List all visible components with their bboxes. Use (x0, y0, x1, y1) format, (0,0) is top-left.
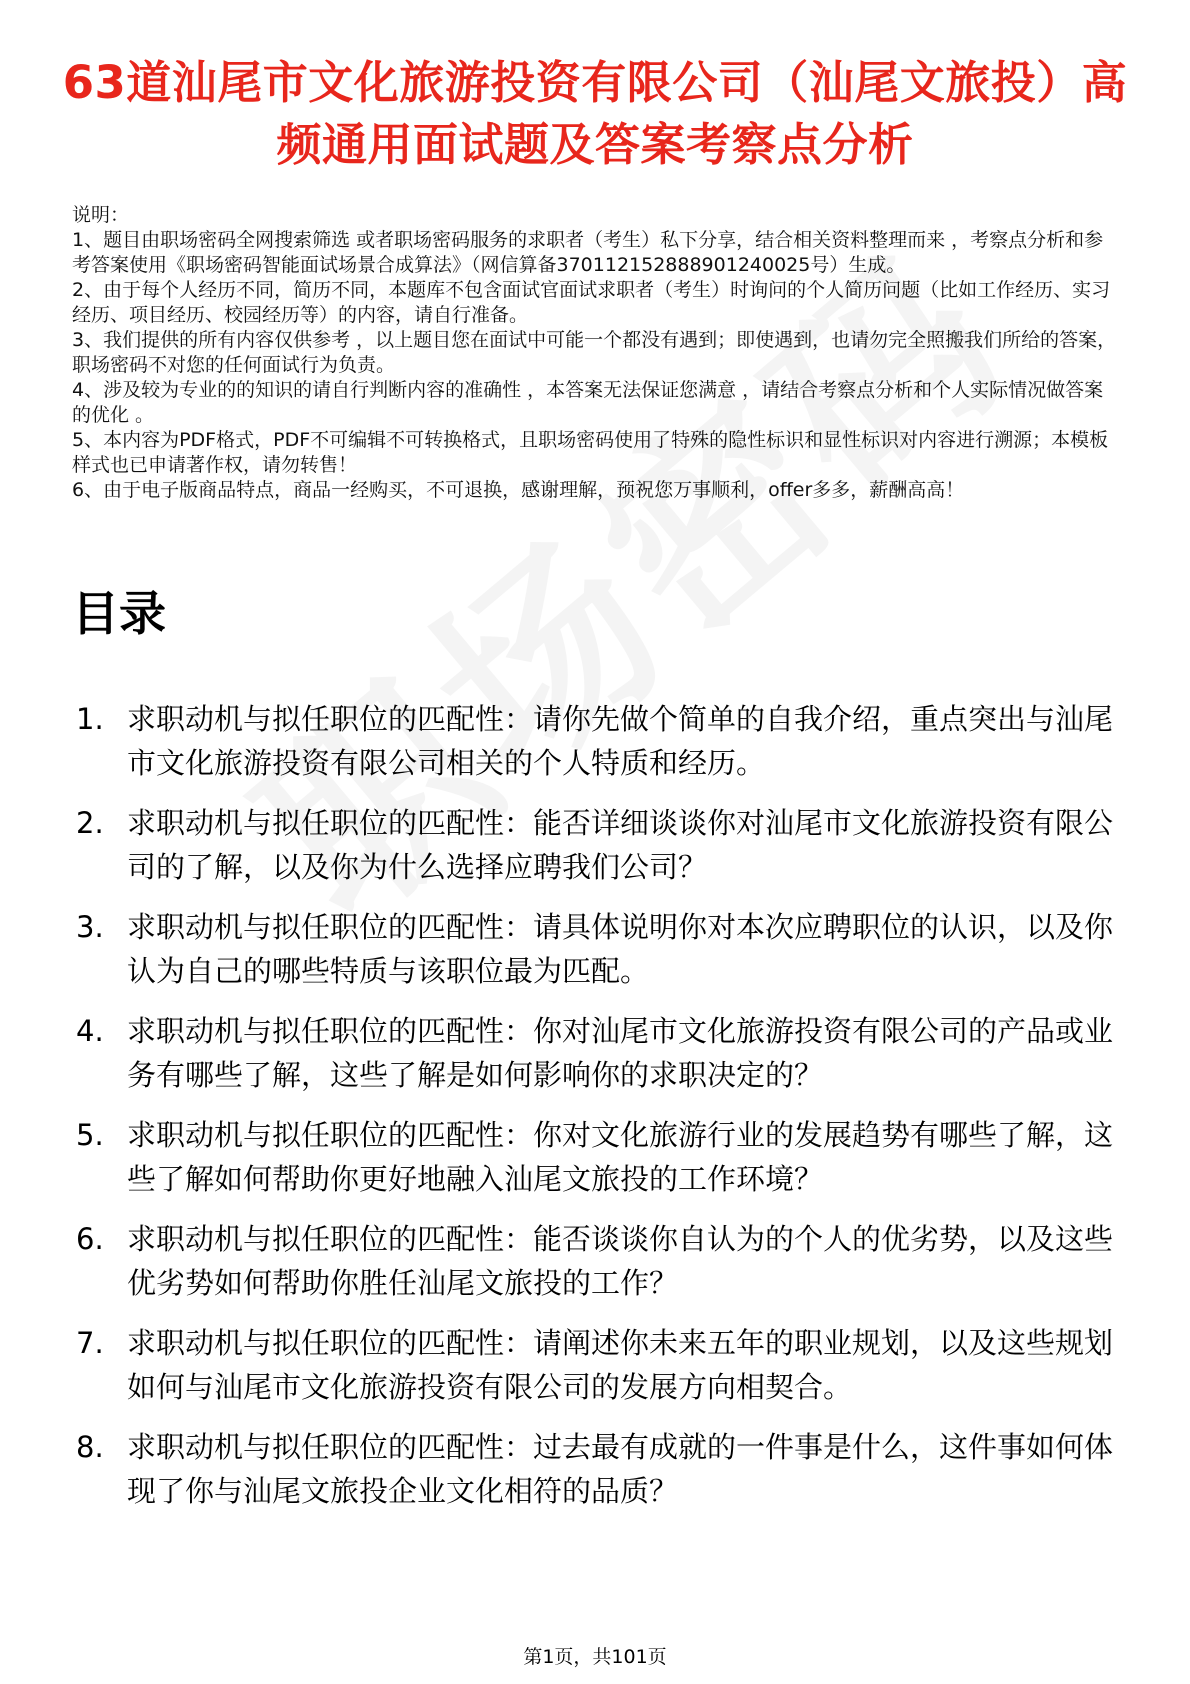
toc-item-number: 6. (76, 1222, 104, 1256)
toc-heading: 目录 (72, 587, 166, 642)
page-footer: 第1页，共101页 (523, 1646, 667, 1668)
toc-item-text: 求职动机与拟任职位的匹配性：你对文化旅游行业的发展趋势有哪些了解，这些了解如何帮助你更好地融入汕尾文旅投的工作环境？ (127, 1118, 1114, 1196)
toc-item[interactable] (72, 801, 1122, 889)
document-title: 63道汕尾市文化旅游投资有限公司（汕尾文旅投）高频通用面试题及答案考察点分析 (62, 56, 1128, 171)
toc-list (72, 697, 1122, 1529)
toc-item-text: 求职动机与拟任职位的匹配性：能否谈谈你自认为的个人的优劣势，以及这些优劣势如何帮助你胜任汕尾文旅投的工作？ (127, 1222, 1114, 1300)
note-item: 3、我们提供的所有内容仅供参考 ，以上题目您在面试中可能一个都没有遇到；即使遇到，也请勿完全照搬我们所给的答案，职场密码不对您的任何面试行为负责。 (72, 329, 1117, 376)
toc-item[interactable] (72, 1113, 1122, 1201)
note-item: 5、本内容为PDF格式，PDF不可编辑不可转换格式，且职场密码使用了特殊的隐性标识和显性标识对内容进行溯源；本模板样式也已申请著作权，请勿转售！ (72, 429, 1109, 476)
toc-item[interactable] (72, 1425, 1122, 1513)
note-item: 2、由于每个人经历不同，简历不同，本题库不包含面试官面试求职者（考生）时询问的个人简历问题（比如工作经历、实习经历、项目经历、校园经历等）的内容，请自行准备。 (72, 279, 1111, 326)
toc-item-text: 求职动机与拟任职位的匹配性：过去最有成就的一件事是什么，这件事如何体现了你与汕尾文旅投企业文化相符的品质？ (127, 1430, 1114, 1508)
note-item: 1、题目由职场密码全网搜索筛选 或者职场密码服务的求职者（考生）私下分享，结合相关资料整理而来 ，考察点分析和参考答案使用《职场密码智能面试场景合成算法》（网信算备370112152888901240025号）生成。 (72, 229, 1104, 276)
toc-item-text: 求职动机与拟任职位的匹配性：你对汕尾市文化旅游投资有限公司的产品或业务有哪些了解，这些了解是如何影响你的求职决定的？ (127, 1014, 1114, 1092)
toc-item[interactable] (72, 1009, 1122, 1097)
toc-item-number: 7. (76, 1326, 104, 1360)
notes-label: 说明： (72, 204, 130, 226)
toc-item-number: 1. (76, 702, 104, 736)
toc-item-number: 5. (76, 1118, 104, 1152)
toc-item-number: 4. (76, 1014, 104, 1048)
toc-item-text: 求职动机与拟任职位的匹配性：请你先做个简单的自我介绍，重点突出与汕尾市文化旅游投资有限公司相关的个人特质和经历。 (127, 702, 1114, 780)
toc-item-text: 求职动机与拟任职位的匹配性：请具体说明你对本次应聘职位的认识，以及你认为自己的哪些特质与该职位最为匹配。 (127, 910, 1114, 988)
toc-item[interactable] (72, 697, 1122, 785)
toc-item[interactable] (72, 905, 1122, 993)
note-item: 4、涉及较为专业的的知识的请自行判断内容的准确性 ，本答案无法保证您满意 ，请结合考察点分析和个人实际情况做答案的优化 。 (72, 379, 1104, 426)
note-item: 6、由于电子版商品特点，商品一经购买，不可退换，感谢理解，预祝您万事顺利，offer多多，薪酬高高！ (72, 479, 965, 501)
toc-item-text: 求职动机与拟任职位的匹配性：请阐述你未来五年的职业规划，以及这些规划如何与汕尾市文化旅游投资有限公司的发展方向相契合。 (127, 1326, 1114, 1404)
toc-item[interactable] (72, 1321, 1122, 1409)
toc-item[interactable] (72, 1217, 1122, 1305)
toc-item-number: 8. (76, 1430, 104, 1464)
toc-item-text: 求职动机与拟任职位的匹配性：能否详细谈谈你对汕尾市文化旅游投资有限公司的了解，以及你为什么选择应聘我们公司？ (127, 806, 1114, 884)
toc-item-number: 2. (76, 806, 104, 840)
notes-section (72, 203, 1122, 503)
toc-item-number: 3. (76, 910, 104, 944)
